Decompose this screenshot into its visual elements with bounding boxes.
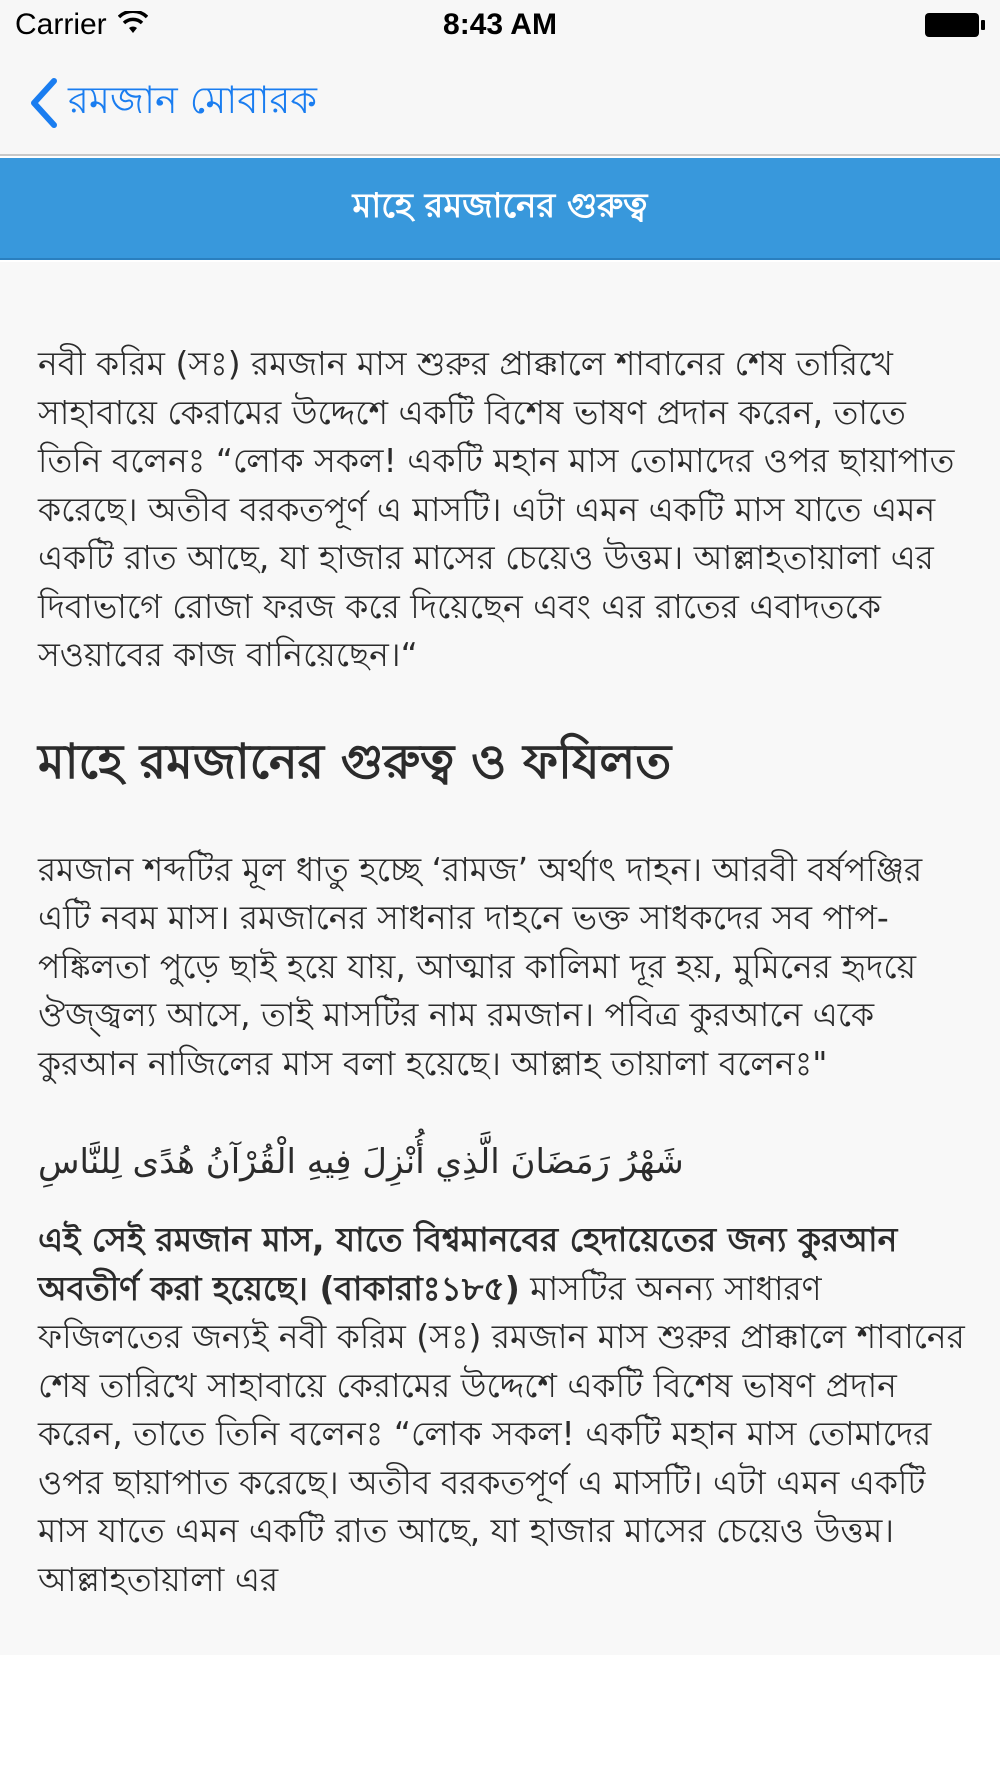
continuation-text: মাসটির অনন্য সাধারণ ফজিলতের জন্যই নবী করিম (সঃ) রমজান মাস শুরুর প্রাক্কালে শাবানের শেষ তারিখে সাহাবায়ে কেরামের উদ্দেশে একটি বিশেষ ভাষণ প্রদান করেন, তাতে তিনি বলেনঃ “লোক সকল! একটি মহান মাস তোমাদের ওপর ছায়াপাত করেছে। অতীব বরকতপূর্ণ এ মাসটি। এটা এমন একটি মাস যাতে এমন একটি রাত আছে, যা হাজার মাসের চেয়েও উত্তম। আল্লাহতায়ালা এর bbox=[38, 1268, 965, 1599]
article-body bbox=[38, 340, 968, 1604]
verse-paragraph bbox=[38, 1216, 968, 1604]
section-heading: মাহে রমজানের গুরুত্ব ও ফযিলত bbox=[38, 733, 672, 790]
bottom-blank-area bbox=[0, 1655, 1000, 1778]
article-scroll-view[interactable] bbox=[0, 262, 1000, 1655]
carrier-label: Carrier bbox=[15, 8, 107, 41]
body-paragraph: রমজান শব্দটির মূল ধাতু হচ্ছে ‘রামজ’ অর্থাৎ দাহন। আরবী বর্ষপঞ্জির এটি নবম মাস। রমজানের সাধনার দাহনে ভক্ত সাধকদের সব পাপ-পঙ্কিলতা পুড়ে ছাই হয়ে যায়, আত্মার কালিমা দূর হয়, মুমিনের হৃদয়ে ঔজ্জ্বল্য আসে, তাই মাসটির নাম রমজান। পবিত্র কুরআনে একে কুরআন নাজিলের মাস বলা হয়েছে। আল্লাহ তায়ালা বলেনঃ" bbox=[38, 849, 923, 1083]
navigation-bar bbox=[0, 50, 1000, 156]
verse-translation: এই সেই রমজান মাস, যাতে বিশ্বমানবের হেদায়েতের জন্য কুরআন অবতীর্ণ করা হয়েছে। (বাকারাঃ১৮৫) bbox=[38, 1220, 898, 1308]
arabic-verse: شَهْرُ رَمَضَانَ الَّذِي أُنْزِلَ فِيهِ الْقُرْآنُ هُدًى لِلنَّاسِ bbox=[38, 1142, 684, 1182]
page-title: মাহে রমজানের গুরুত্ব bbox=[352, 185, 648, 226]
back-button-label: রমজান মোবারক bbox=[68, 78, 317, 122]
status-bar bbox=[0, 0, 1000, 50]
back-button[interactable] bbox=[28, 74, 317, 132]
back-chevron-icon bbox=[28, 77, 58, 129]
status-time: 8:43 AM bbox=[443, 8, 557, 41]
battery-icon bbox=[924, 12, 986, 38]
intro-paragraph: নবী করিম (সঃ) রমজান মাস শুরুর প্রাক্কালে শাবানের শেষ তারিখে সাহাবায়ে কেরামের উদ্দেশে একটি বিশেষ ভাষণ প্রদান করেন, তাতে তিনি বলেনঃ “লোক সকল! একটি মহান মাস তোমাদের ওপর ছায়াপাত করেছে। অতীব বরকতপূর্ণ এ মাসটি। এটা এমন একটি মাস যাতে এমন একটি রাত আছে, যা হাজার মাসের চেয়েও উত্তম। আল্লাহতায়ালা এর দিবাভাগে রোজা ফরজ করে দিয়েছেন এবং এর রাতের এবাদতকে সওয়াবের কাজ বানিয়েছেন।“ bbox=[38, 344, 955, 674]
page-title-banner bbox=[0, 158, 1000, 260]
